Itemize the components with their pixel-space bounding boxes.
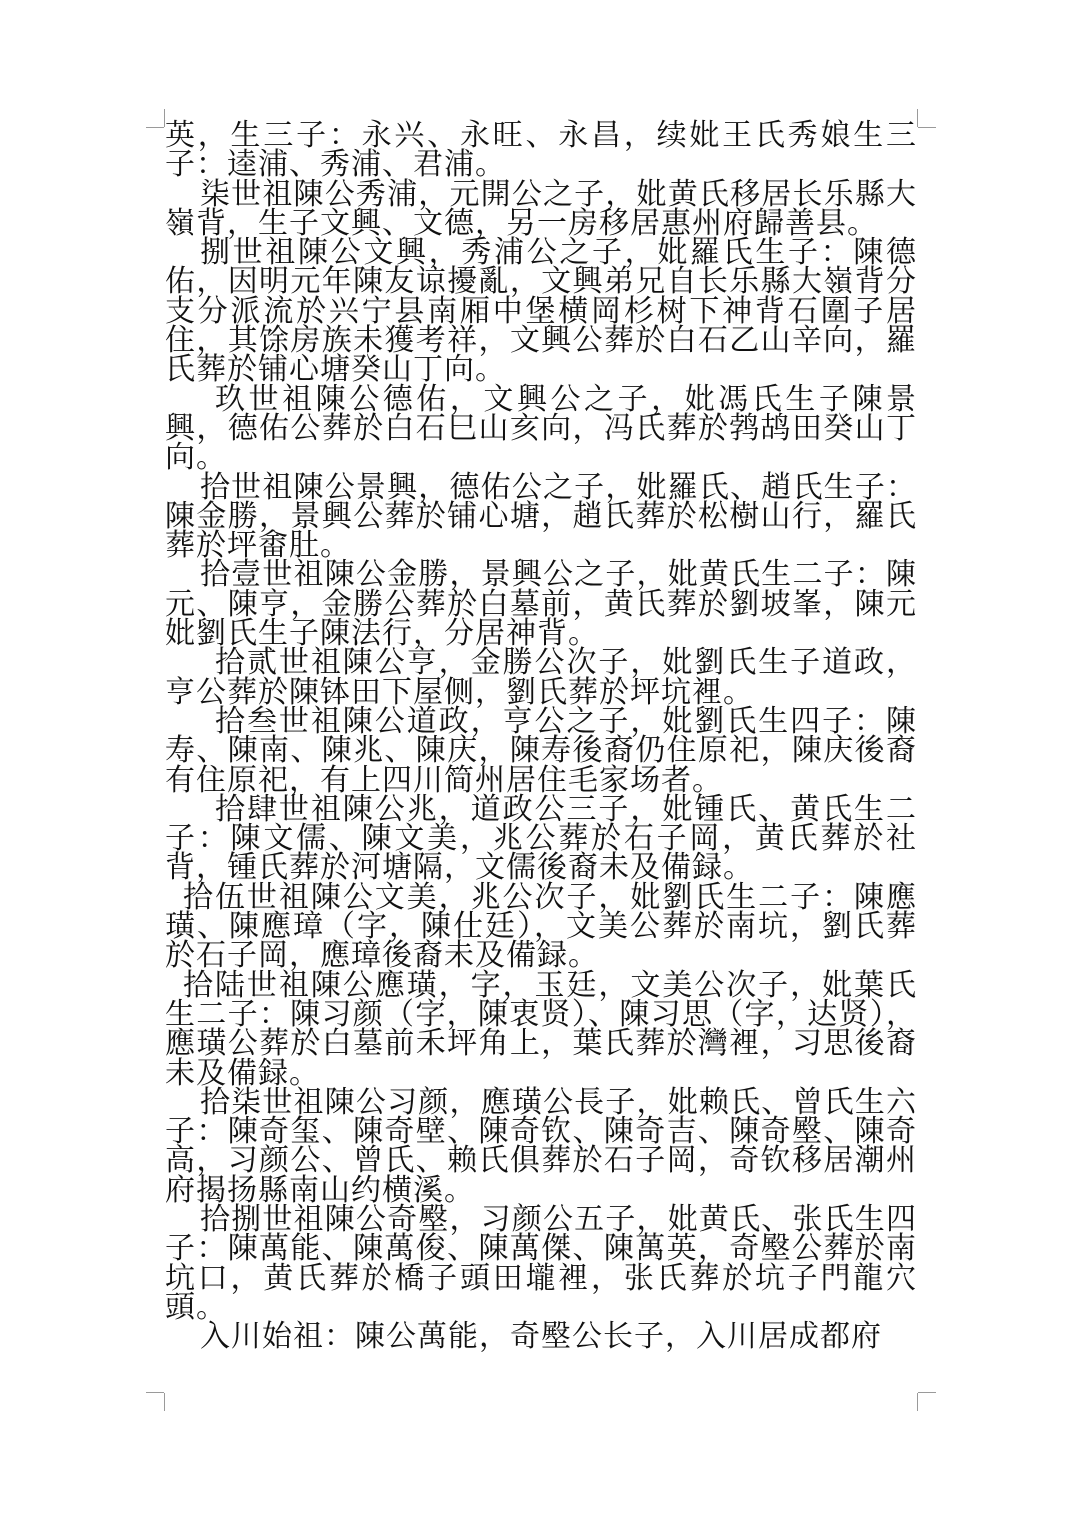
- crop-mark-top-right-v: [917, 109, 918, 127]
- paragraph-4: 玖世祖陳公德佑，文興公之子，妣馮氏生子陳景興，德佑公葬於白石巳山亥向，冯氏葬於鹁鸪田癸山丁向。: [165, 381, 917, 476]
- crop-mark-bottom-right-v: [917, 1393, 918, 1411]
- paragraph-2: 柒世祖陳公秀浦，元開公之子，妣黄氏移居长乐縣大嶺背，生子文興、文德，另一房移居惠州府歸善县。: [165, 176, 917, 241]
- paragraph-3: 捌世祖陳公文興，秀浦公之子，妣羅氏生子：陳德佑，因明元年陳友谅擾亂，文興弟兄自长乐縣大嶺背分支分派流於兴宁县南厢中堡横岡杉树下神背石圍子居住，其馀房族未獲考祥，文興公葬於白石乙山辛向，羅氏葬於铺心塘癸山丁向。: [165, 235, 917, 388]
- genealogy-text: [165, 118, 917, 1355]
- paragraph-11: 拾陆世祖陳公應璜，字，玉廷，文美公次子，妣葉氏生二子：陳习颜（字，陳衷贤）、陳习思（字，达贤），應璜公葬於白墓前禾坪角上，葉氏葬於灣裡，习思後裔未及備録。: [165, 967, 917, 1091]
- paragraph-1: 英，生三子：永兴、永旺、永昌，续妣王氏秀娘生三子：逵浦、秀浦、君浦。: [165, 118, 917, 183]
- crop-mark-top-left-h: [146, 127, 164, 128]
- crop-mark-top-right-h: [918, 127, 936, 128]
- crop-mark-bottom-left-h: [146, 1392, 164, 1393]
- paragraph-13: 拾捌世祖陳公奇壂，习颜公五子，妣黄氏、张氏生四子：陳萬能、陳萬俊、陳萬傑、陳萬英，奇壂公葬於南坑口，黄氏葬於橋子頭田壠裡，张氏葬於坑子門龍穴頭。: [165, 1201, 917, 1325]
- paragraph-7: 拾贰世祖陳公亨，金勝公次子，妣劉氏生子道政，亨公葬於陳钵田下屋侧，劉氏葬於坪坑裡。: [165, 645, 917, 710]
- paragraph-10: 拾伍世祖陳公文美，兆公次子，妣劉氏生二子：陳應璜、陳應璋（字，陳仕廷），文美公葬於南坑，劉氏葬於石子岡，應璋後裔未及備録。: [165, 879, 917, 974]
- paragraph-6: 拾壹世祖陳公金勝，景興公之子，妣黄氏生二子：陳元、陳亨，金勝公葬於白墓前，黄氏葬於劉坡峯，陳元妣劉氏生子陳法行，分居神背。: [165, 557, 917, 652]
- paragraph-14: 入川始祖：陳公萬能，奇壂公长子，入川居成都府: [200, 1319, 882, 1355]
- paragraph-5: 拾世祖陳公景興，德佑公之子，妣羅氏、趙氏生子：陳金勝，景興公葬於铺心塘，趙氏葬於松樹山行，羅氏葬於坪畬肚。: [165, 469, 917, 564]
- paragraph-8: 拾叁世祖陳公道政，亨公之子，妣劉氏生四子：陳寿、陳南、陳兆、陳庆，陳寿後裔仍住原祀，陳庆後裔有住原祀，有上四川简州居住毛家场者。: [165, 703, 917, 798]
- crop-mark-bottom-left-v: [164, 1393, 165, 1411]
- paragraph-12: 拾柒世祖陳公习颜，應璜公長子，妣赖氏、曾氏生六子：陳奇玺、陳奇壁、陳奇钦、陳奇吉、陳奇壂、陳奇高，习颜公、曾氏、赖氏俱葬於石子岡，奇钦移居潮州府揭扬縣南山约横溪。: [165, 1084, 917, 1208]
- paragraph-9: 拾肆世祖陳公兆，道政公三子，妣锺氏、黄氏生二子：陳文儒、陳文美，兆公葬於石子岡，黄氏葬於社背，锺氏葬於河塘隔，文儒後裔未及備録。: [165, 791, 917, 886]
- crop-mark-bottom-right-h: [918, 1392, 936, 1393]
